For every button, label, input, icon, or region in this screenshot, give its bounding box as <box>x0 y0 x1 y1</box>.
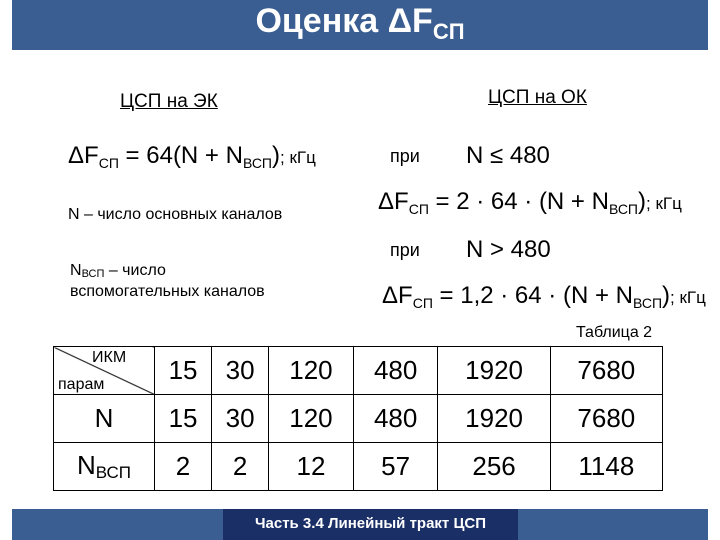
table-cell: 2 <box>155 443 212 491</box>
table-cell: 30 <box>212 395 269 443</box>
table-cell: 2 <box>212 443 269 491</box>
data-table <box>53 346 663 491</box>
page-title: Оценка $\Delta F_{СП}$ <box>255 2 465 44</box>
header-cell: 480 <box>353 347 438 395</box>
table-caption: Таблица 2 <box>576 324 653 341</box>
title-bar <box>12 0 708 50</box>
table-cell: 480 <box>353 395 438 443</box>
formula-ek: $\Delta F_{СП} = 64(N + N_{ВСП})$; кГц <box>68 142 316 171</box>
corner-cell <box>54 347 155 395</box>
table-cell: 12 <box>269 443 354 491</box>
condition-2-word: при <box>390 240 420 260</box>
row-label-nvsp: $N_{ВСП}$ <box>54 443 155 491</box>
table-cell: 256 <box>438 443 550 491</box>
formula-ok-1: $\Delta F_{СП} = 2 \cdot 64 \cdot (N + N_{ВСП})$; кГц <box>378 188 682 217</box>
n-description: N – число основных каналов <box>68 206 283 223</box>
table-cell: 120 <box>269 395 354 443</box>
header-cell: 15 <box>155 347 212 395</box>
nvsp-description: $N_{ВСП}$ – число вспомогательных каналов <box>70 262 265 300</box>
table-cell: 57 <box>353 443 438 491</box>
header-cell: 1920 <box>438 347 550 395</box>
condition-1-word: при <box>390 146 420 166</box>
table-cell: 7680 <box>550 395 662 443</box>
corner-bottom-label: парам <box>58 376 105 393</box>
footer-label: Часть 3.4 Линейный тракт ЦСП <box>223 509 518 540</box>
formula-ok-2: $\Delta F_{СП} = 1,2 \cdot 64 \cdot (N + N_{ВСП})$; кГц <box>382 282 706 311</box>
condition-2-expr: N > 480 <box>466 236 551 263</box>
right-header: ЦСП на ОК <box>488 87 587 108</box>
row-label-n: N <box>54 395 155 443</box>
table-row <box>54 443 663 491</box>
table-cell: 1148 <box>550 443 662 491</box>
left-header: ЦСП на ЭК <box>120 91 218 112</box>
corner-top-label: ИКМ <box>92 349 127 366</box>
header-cell: 7680 <box>550 347 662 395</box>
table-row <box>54 395 663 443</box>
header-cell: 120 <box>269 347 354 395</box>
table-cell: 1920 <box>438 395 550 443</box>
condition-1-expr: N ≤ 480 <box>466 142 550 169</box>
header-cell: 30 <box>212 347 269 395</box>
table-cell: 15 <box>155 395 212 443</box>
table-header-row <box>54 347 663 395</box>
